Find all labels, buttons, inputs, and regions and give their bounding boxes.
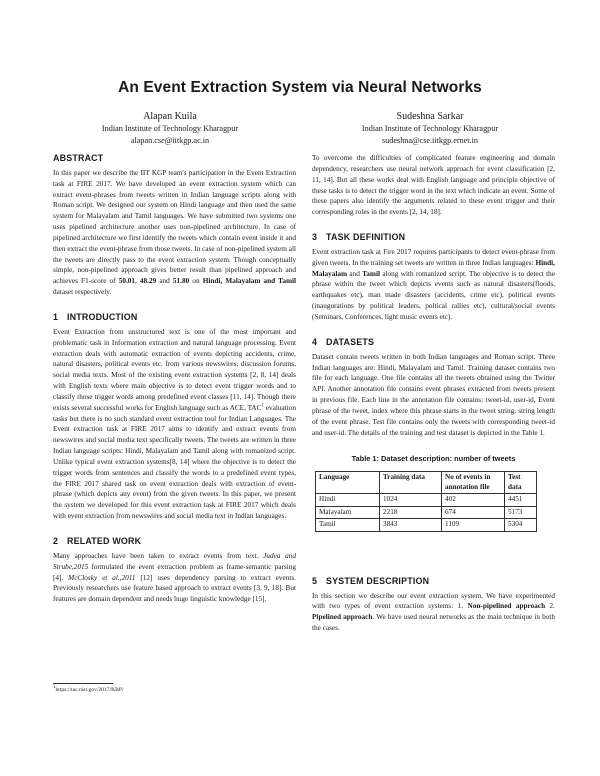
author-name: Sudeshna Sarkar <box>396 111 464 122</box>
table-header-cell: Language <box>316 472 380 494</box>
table-header-cell: No of events in annotation file <box>442 472 505 494</box>
table-row <box>316 506 537 519</box>
table-cell: 3843 <box>380 519 442 532</box>
author-block-2 <box>300 110 560 147</box>
author-affiliation: Indian Institute of Technology Kharagpur <box>101 124 239 133</box>
table-cell: 402 <box>442 494 505 507</box>
author-block-1 <box>40 110 300 147</box>
dataset-table <box>315 471 537 532</box>
system-description-text: In this section we describe our event extraction system. We have experimented with two types of event extraction systems: 1. Non-pipelined approach 2. Pipelined approach. We have used neural networks as the main technique in both the cases. <box>312 591 556 633</box>
table-cell: 5173 <box>505 506 537 519</box>
footnote-divider <box>53 683 113 684</box>
table-cell: 674 <box>442 506 505 519</box>
footnote: $^1$https://tac.nist.gov/2017/KBP/ <box>53 685 124 693</box>
footnote-marker: 1 <box>261 403 264 409</box>
introduction-text: Event Extraction from unstructured text is one of the most important and problematic task in Information extraction and natural language processing. Event extraction deals with automatic extraction of events depicting accidents, crime, natural disasters, political events etc. from various newswires, discussion forums, social media texts. Most of the existing event extraction systems [2, 8, 14] deals with English texts where main objective is to detect event trigger words and to classify those trigger words among predefined event classes [11, 14]. Though there exists several successful works for English language such as ACE, TAC$^1$ evaluation tasks but there is no such standard event extraction tool for Indian Languages. The Event extraction task at FIRE 2017 aims to identify and extract events from newswires and social media text specifically tweets. The tweets are written in three Indian language scripts: Hindi, Malayalam and Tamil along with romanized script. Unlike typical event extraction systems[8, 14] where the objective is to detect the trigger words from sentences and classify the words to a predefined event types, the FIRE 2017 shared task on event extraction deals with extraction of event-phrase (which depicts any event) from the given tweets. In this paper, we present the system we developed for this event extraction task at FIRE 2017 which deals with event extraction from newswires and social media text in Indian languages. <box>53 327 297 521</box>
table-cell: Hindi <box>316 494 380 507</box>
table-cell: Malayalam <box>316 506 380 519</box>
related-work-text: Many approaches have been taken to extract events from text. Judea and Strube,2015 formulated the event extraction problem as frame-semantic parsing [4]. McClosky et al.,2011 [12] uses dependency parsing to extract events. Previously researchers use feature based approach to extract events [3, 9, 18]. But features are domain dependent and needs huge linguistic knowledge [15]. <box>53 551 296 604</box>
table-cell: 1024 <box>380 494 442 507</box>
table-header-cell: Test data <box>505 472 537 494</box>
table-cell: 4451 <box>505 494 537 507</box>
table-cell: 5304 <box>505 519 537 532</box>
author-name: Alapan Kuila <box>143 111 197 122</box>
related-work-continued-text: To overcome the difficulties of complicated feature engineering and domain dependency, researchers use neural network approach for event classification [2, 11, 14]. But all these works deal with English language and principle objective of these tasks is to detect the trigger word in the text which indicate an event. Some of these papers also identify the arguments related to these event trigger and their corresponding roles in the events [2, 14, 18]. <box>312 154 555 217</box>
left-column <box>53 153 296 605</box>
table-header-cell: Training data <box>380 472 442 494</box>
author-email: alapan.cse@iitkgp.ac.in <box>130 136 210 145</box>
table-row <box>316 519 537 532</box>
system-description-heading: 5 SYSTEM DESCRIPTION <box>312 575 430 586</box>
datasets-heading: 4 DATASETS <box>312 336 375 347</box>
datasets-text: Dataset contain tweets written in both Indian languages and Roman script. Three Indian languages are: Hindi, Malayalam and Tamil. Training dataset contains two file for each language. One file contains all the tweets obtained using the Twitter API. Another annotation file contains event phrases extracted from tweets present in previous file. Each line in the annotation file contains: tweet-id, user-id, Event phrase of the tweet, index where this phrase starts in the tweet string, string length of the event phrase. Test file contains only the tweets with corresponding tweet-id and user-id. The details of the training and test dataset is depicted in the Table 1. <box>312 352 555 437</box>
related-work-heading: 2 RELATED WORK <box>53 536 142 546</box>
abstract-text: In this paper we describe the IIT KGP team's participation in the Event Extraction task at FIRE 2017. We have developed an event extraction system which can extract event-phrases from tweets written in Indian language scripts along with Roman script. We designed our system on Hindi language and then used the same system for Malayalam and Tamil languages. We have submitted two systems one uses pipelined architecture another uses non-pipelined architecture. In case of pipelined architecture we first identify the tweets which contain event inside it and then extract the event-phrase from those tweets. In case of non-pipelined system all the tweets are directly pass to the event extraction system. Though conceptually simple, non-pipelined approach gives better result than pipelined approach and achieves F1-score of 50.01, 48.29 and 51.80 on Hindi, Malayalam and Tamil dataset respectively. <box>53 168 297 297</box>
task-definition-heading: 3 TASK DEFINITION <box>312 232 406 243</box>
author-affiliation: Indian Institute of Technology Kharagpur <box>361 124 499 133</box>
task-definition-text: Event extraction task at Fire 2017 requires participants to detect event-phrase from given tweets. In the training set tweets are written in three Indian languages: Hindi, Malayalam and Tamil along with romanized script. The objective is to detect the phrase within the tweet which depicts events such as natural disasters(floods, earthquakes etc), man made disasters (accidents, crime etc), political events (inaugurations by political leaders, poltical rallies etc), cultural/social events (Seminars, Conferences, light music events etc). <box>312 247 555 321</box>
author-email: sudeshna@cse.iitkgp.ernet.in <box>382 136 478 145</box>
paper-title: An Event Extraction System via Neural Networks <box>118 79 482 96</box>
table-cell: 2218 <box>380 506 442 519</box>
table-row <box>316 494 537 507</box>
abstract-heading: ABSTRACT <box>53 153 104 163</box>
table-caption: Table 1: Dataset description: number of tweets <box>351 454 516 464</box>
right-column <box>312 153 555 634</box>
introduction-heading: 1 INTRODUCTION <box>53 311 138 322</box>
table-header-row <box>316 472 537 494</box>
table-cell: 1109 <box>442 519 505 532</box>
table-cell: Tamil <box>316 519 380 532</box>
